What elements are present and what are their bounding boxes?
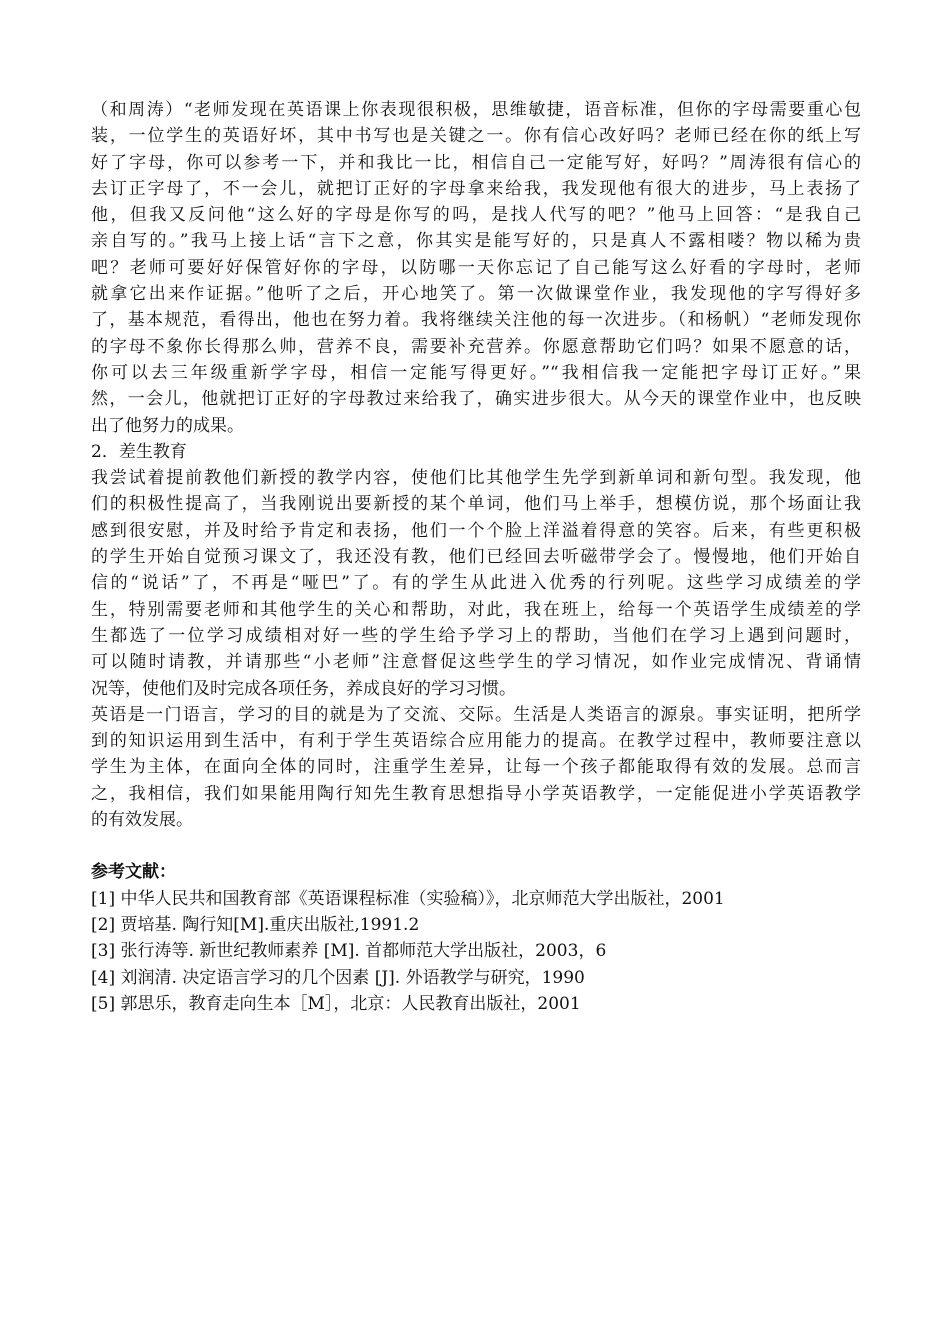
text-line: 吧？老师可要好好保管好你的字母，以防哪一天你忘记了自己能写这么好看的字母时，老师 [91, 257, 861, 278]
text-line: 好了字母，你可以参考一下，并和我比一比，相信自己一定能写好，好吗？”周涛很有信心的 [91, 152, 861, 173]
text-line: 亲自写的。”我马上接上话“言下之意，你其实是能写好的，只是真人不露相喽？物以稀为贵 [91, 231, 861, 252]
paragraph-conclusion [91, 702, 861, 833]
text-line: 你可以去三年级重新学字母，相信一定能写得更好。”“我相信我一定能把字母订正好。”果 [91, 362, 861, 383]
text-line: 生都选了一位学习成绩相对好一些的学生给予学习上的帮助，当他们在学习上遇到问题时， [91, 625, 861, 646]
document-page [91, 97, 861, 1017]
text-line: 的有效发展。 [91, 810, 193, 831]
text-line: 了，基本规范，看得出，他也在努力着。我将继续关注他的每一次进步。（和杨帆）“老师发现你 [91, 310, 861, 331]
text-line: 他，但我又反问他“这么好的字母是你写的吗，是找人代写的吧？”他马上回答：“是我自己 [91, 205, 861, 226]
text-line: 学生为主体，在面向全体的同时，注重学生差异，让每一个孩子都能取得有效的发展。总而言 [91, 757, 861, 778]
reference-item: [3] 张行涛等. 新世纪教师素养 [M]. 首都师范大学出版社，2003，6 [91, 941, 607, 962]
references-list [91, 886, 861, 1017]
text-line: 之，我相信，我们如果能用陶行知先生教育思想指导小学英语教学，一定能促进小学英语教学 [91, 783, 861, 804]
text-line: 就拿它出来作证据。”他听了之后，开心地笑了。第一次做课堂作业，我发现他的字写得好多 [91, 284, 861, 305]
text-line: 英语是一门语言，学习的目的就是为了交流、交际。生活是人类语言的源泉。事实证明，把所学 [91, 704, 861, 725]
text-line: 去订正字母了，不一会儿，就把订正好的字母拿来给我，我发现他有很大的进步，马上表扬了 [91, 178, 861, 199]
text-line: 然，一会儿，他就把订正好的字母教过来给我了，确实进步很大。从今天的课堂作业中，也反映 [91, 389, 861, 410]
text-line: 信的“说话”了，不再是“哑巴”了。有的学生从此进入优秀的行列呢。这些学习成绩差的学 [91, 573, 861, 594]
text-line: 装，一位学生的英语好坏，其中书写也是关键之一。你有信心改好吗？老师已经在你的纸上写 [91, 126, 861, 147]
text-line: 出了他努力的成果。 [91, 415, 244, 436]
text-line: 到的知识运用到生活中，有利于学生英语综合应用能力的提高。在教学过程中，教师要注意以 [91, 731, 861, 752]
text-line: 的字母不象你长得那么帅，营养不良，需要补充营养。你愿意帮助它们吗？如果不愿意的话， [91, 336, 861, 357]
paragraph-struggling-students [91, 465, 861, 702]
text-line: 况等，使他们及时完成各项任务，养成良好的学习习惯。 [91, 678, 516, 699]
text-line: 们的积极性提高了，当我刚说出要新授的某个单词，他们马上举手，想模仿说，那个场面让我 [91, 494, 861, 515]
reference-item: [1] 中华人民共和国教育部《英语课程标准（实验稿）》，北京师范大学出版社，2001 [91, 888, 725, 909]
text-line: 感到很安慰，并及时给予肯定和表扬，他们一个个脸上洋溢着得意的笑容。后来，有些更积极 [91, 520, 861, 541]
text-line: （和周涛）“老师发现在英语课上你表现很积极，思维敏捷，语音标准，但你的字母需要重心包 [91, 100, 861, 120]
text-line: 我尝试着提前教他们新授的教学内容，使他们比其他学生先学到新单词和新句型。我发现，他 [91, 468, 861, 489]
paragraph-student-examples [91, 97, 861, 439]
reference-item: [5] 郭思乐，教育走向生本［M］，北京：人民教育出版社，2001 [91, 993, 581, 1014]
text-line: 生，特别需要老师和其他学生的关心和帮助，对此，我在班上，给每一个英语学生成绩差的学 [91, 599, 861, 620]
section-heading: 2．差生教育 [91, 441, 187, 462]
reference-item: [4] 刘润清. 决定语言学习的几个因素 [J]. 外语教学与研究，1990 [91, 967, 585, 988]
text-line: 可以随时请教，并请那些“小老师”注意督促这些学生的学习情况，如作业完成情况、背诵情 [91, 652, 861, 673]
reference-item: [2] 贾培基. 陶行知[M].重庆出版社,1991.2 [91, 914, 420, 935]
text-line: 的学生开始自觉预习课文了，我还没有教，他们已经回去听磁带学会了。慢慢地，他们开始自 [91, 547, 861, 568]
references-heading: 参考文献： [91, 862, 176, 883]
